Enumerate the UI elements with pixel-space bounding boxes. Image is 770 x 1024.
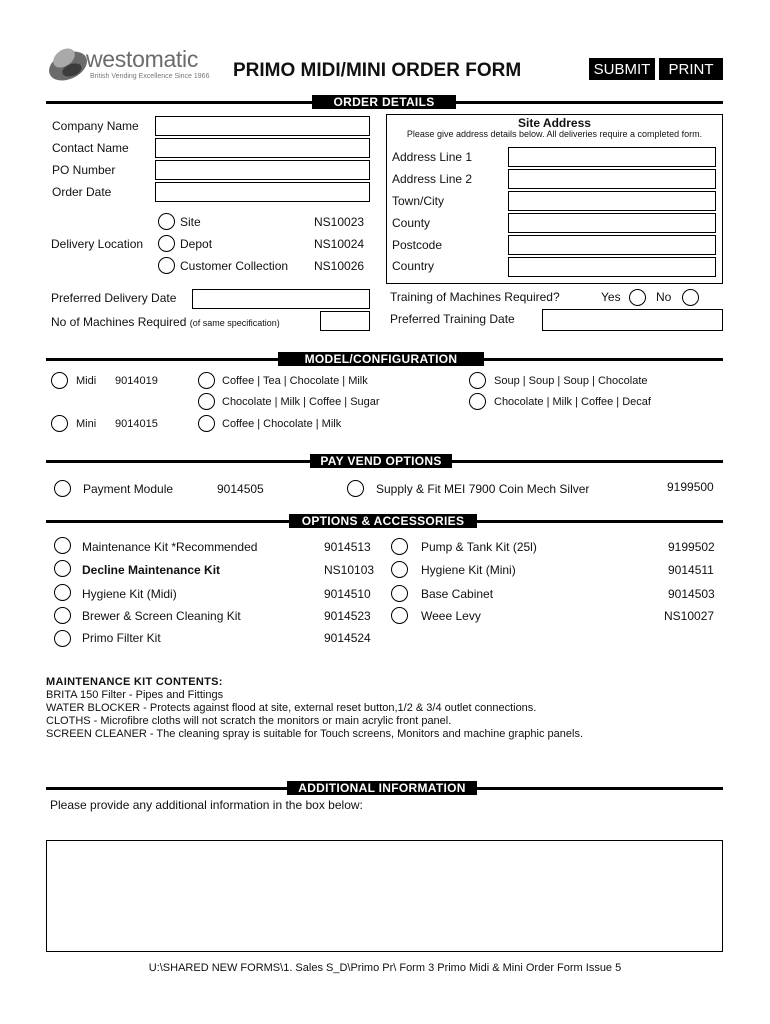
delivery-depot-label: Depot — [180, 237, 213, 251]
kit-contents-line: WATER BLOCKER - Protects against flood at site, external reset button,1/2 & 3/4 outlet connections. — [46, 702, 537, 714]
machines-required-text: No of Machines Required — [51, 315, 187, 329]
mini-radio[interactable] — [51, 415, 68, 432]
midi-radio[interactable] — [51, 372, 68, 389]
site-address-title: Site Address — [518, 116, 591, 130]
postcode-input[interactable] — [508, 235, 716, 255]
logo — [46, 42, 211, 84]
option-radio[interactable] — [391, 538, 408, 555]
option-label: Weee Levy — [421, 609, 481, 623]
po-number-input[interactable] — [155, 160, 370, 180]
config-label: Coffee | Tea | Chocolate | Milk — [222, 375, 368, 387]
training-required-label: Training of Machines Required? — [390, 290, 560, 304]
section-header-model: MODEL/CONFIGURATION — [278, 352, 484, 366]
kit-contents-line: BRITA 150 Filter - Pipes and Fittings — [46, 689, 224, 701]
logo-mark-icon — [46, 42, 90, 84]
additional-info-textarea[interactable] — [46, 840, 723, 952]
preferred-delivery-date-label: Preferred Delivery Date — [51, 291, 177, 305]
training-date-label: Preferred Training Date — [390, 312, 515, 326]
delivery-collection-radio[interactable] — [158, 257, 175, 274]
section-header-additional: ADDITIONAL INFORMATION — [287, 781, 477, 795]
midi-label: Midi — [76, 375, 97, 387]
additional-info-prompt: Please provide any additional information in the box below: — [50, 798, 363, 812]
option-radio[interactable] — [54, 630, 71, 647]
print-button[interactable]: PRINT — [659, 58, 723, 80]
config-radio[interactable] — [469, 372, 486, 389]
footer-file-path: U:\SHARED NEW FORMS\1. Sales S_D\Primo Pr\ Form 3 Primo Midi & Mini Order Form Issue 5 — [148, 962, 622, 974]
option-radio[interactable] — [391, 561, 408, 578]
option-label: Brewer & Screen Cleaning Kit — [82, 609, 241, 623]
page-title: PRIMO MIDI/MINI ORDER FORM — [233, 60, 522, 81]
option-label: Pump & Tank Kit (25l) — [421, 540, 537, 554]
option-code: NS10103 — [324, 563, 375, 577]
delivery-depot-radio[interactable] — [158, 235, 175, 252]
payment-module-radio[interactable] — [54, 480, 71, 497]
option-label: Hygiene Kit (Mini) — [421, 563, 516, 577]
option-label: Maintenance Kit *Recommended — [82, 540, 258, 554]
config-label: Coffee | Chocolate | Milk — [222, 418, 342, 430]
kit-contents-heading: MAINTENANCE KIT CONTENTS: — [46, 676, 223, 688]
training-yes-label: Yes — [601, 290, 621, 304]
section-header-pay-vend: PAY VEND OPTIONS — [310, 454, 452, 468]
delivery-site-label: Site — [180, 215, 201, 229]
delivery-depot-code: NS10024 — [314, 237, 365, 251]
country-label: Country — [392, 259, 435, 273]
payment-module-label: Payment Module — [83, 482, 174, 496]
town-city-label: Town/City — [392, 194, 445, 208]
po-number-label: PO Number — [52, 163, 116, 177]
option-label: Decline Maintenance Kit — [82, 563, 221, 577]
contact-name-input[interactable] — [155, 138, 370, 158]
kit-contents-line: SCREEN CLEANER - The cleaning spray is suitable for Touch screens, Monitors and machine graphic panels. — [46, 728, 584, 740]
machines-required-input[interactable] — [320, 311, 370, 331]
company-name-input[interactable] — [155, 116, 370, 136]
address-line-2-input[interactable] — [508, 169, 716, 189]
county-label: County — [392, 216, 431, 230]
machines-required-label — [51, 315, 280, 330]
option-radio[interactable] — [54, 560, 71, 577]
section-header-options: OPTIONS & ACCESSORIES — [289, 514, 477, 528]
training-no-radio[interactable] — [682, 289, 699, 306]
training-date-input[interactable] — [542, 309, 723, 331]
option-radio[interactable] — [54, 537, 71, 554]
training-yes-radio[interactable] — [629, 289, 646, 306]
config-label: Chocolate | Milk | Coffee | Sugar — [222, 396, 380, 408]
config-radio[interactable] — [469, 393, 486, 410]
mini-code: 9014015 — [115, 418, 158, 430]
coin-mech-code: 9199500 — [667, 480, 714, 494]
mini-label: Mini — [76, 418, 97, 430]
payment-module-code: 9014505 — [217, 482, 264, 496]
delivery-location-label: Delivery Location — [51, 237, 144, 251]
option-label: Hygiene Kit (Midi) — [82, 587, 177, 601]
config-label: Soup | Soup | Soup | Chocolate — [494, 375, 648, 387]
option-radio[interactable] — [391, 585, 408, 602]
option-code: 9014511 — [668, 563, 714, 577]
address-line-1-input[interactable] — [508, 147, 716, 167]
town-city-input[interactable] — [508, 191, 716, 211]
training-no-label: No — [656, 290, 672, 304]
postcode-label: Postcode — [392, 238, 443, 252]
delivery-collection-code: NS10026 — [314, 259, 365, 273]
option-code: 9014523 — [324, 609, 371, 623]
option-radio[interactable] — [54, 584, 71, 601]
site-address-note: Please give address details below. All deliveries require a completed form. — [406, 129, 703, 139]
option-radio[interactable] — [391, 607, 408, 624]
option-label: Base Cabinet — [421, 587, 494, 601]
logo-tagline: British Vending Excellence Since 1966 — [90, 73, 210, 80]
delivery-collection-label: Customer Collection — [180, 259, 289, 273]
option-code: 9014510 — [324, 587, 371, 601]
country-input[interactable] — [508, 257, 716, 277]
coin-mech-radio[interactable] — [347, 480, 364, 497]
address-line-1-label: Address Line 1 — [392, 150, 473, 164]
config-radio[interactable] — [198, 415, 215, 432]
order-date-input[interactable] — [155, 182, 370, 202]
kit-contents-line: CLOTHS - Microfibre cloths will not scratch the monitors or main acrylic front panel. — [46, 715, 452, 727]
midi-code: 9014019 — [115, 375, 158, 387]
section-header-order-details: ORDER DETAILS — [312, 95, 456, 109]
company-name-label: Company Name — [52, 119, 139, 133]
contact-name-label: Contact Name — [52, 141, 129, 155]
logo-wordmark: westomatic — [86, 46, 199, 72]
option-code: 9014513 — [324, 540, 371, 554]
option-code: NS10027 — [664, 609, 715, 623]
config-radio[interactable] — [198, 393, 215, 410]
option-code: 9014524 — [324, 631, 371, 645]
submit-button[interactable]: SUBMIT — [589, 58, 655, 80]
config-radio[interactable] — [198, 372, 215, 389]
option-radio[interactable] — [54, 607, 71, 624]
delivery-site-radio[interactable] — [158, 213, 175, 230]
option-code: 9199502 — [668, 540, 715, 554]
preferred-delivery-date-input[interactable] — [192, 289, 370, 309]
county-input[interactable] — [508, 213, 716, 233]
coin-mech-label: Supply & Fit MEI 7900 Coin Mech Silver — [376, 482, 590, 496]
option-label: Primo Filter Kit — [82, 631, 161, 645]
address-line-2-label: Address Line 2 — [392, 172, 473, 186]
option-code: 9014503 — [668, 587, 715, 601]
machines-required-note: (of same specification) — [189, 318, 280, 328]
delivery-site-code: NS10023 — [314, 215, 365, 229]
order-date-label: Order Date — [52, 185, 112, 199]
config-label: Chocolate | Milk | Coffee | Decaf — [494, 396, 651, 408]
